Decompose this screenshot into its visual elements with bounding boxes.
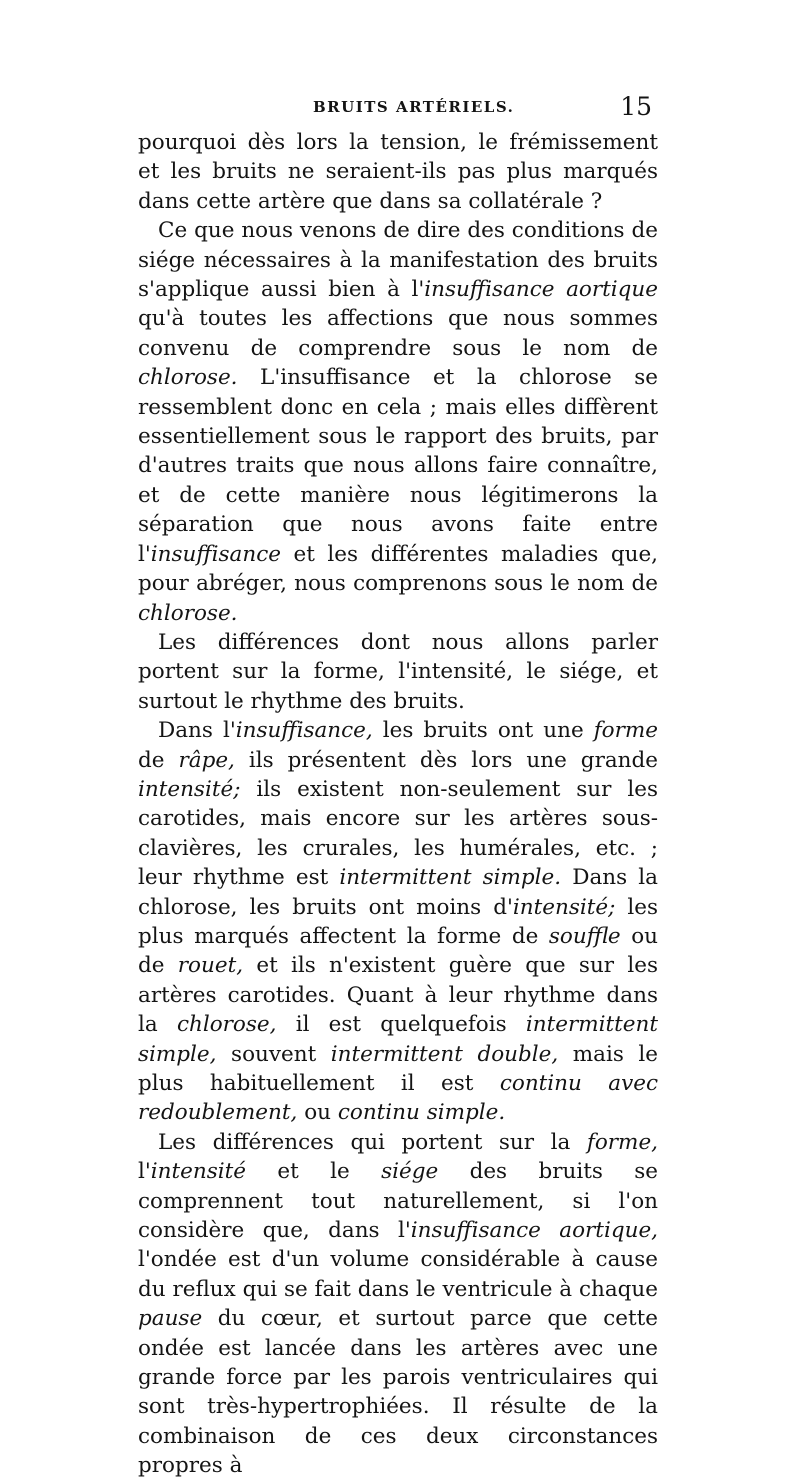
paragraph xyxy=(138,716,658,1128)
text-segment: ils existent non-seulement sur les carotides, mais encore sur les artères sous-clavières, les crurales, les humérales, etc. ; leur rhythme est xyxy=(138,776,658,891)
text-segment: ils présentent dès lors une grande xyxy=(234,747,658,773)
italic-text: chlorose. xyxy=(138,600,238,626)
italic-text: intermittent simple, xyxy=(138,1012,659,1067)
paragraph xyxy=(138,216,658,628)
italic-text: insuffisance aortique, xyxy=(410,1218,658,1244)
text-segment: Les différences qui portent sur la xyxy=(158,1129,587,1155)
italic-text: continu simple. xyxy=(337,1100,506,1126)
italic-text: insuffisance aortique xyxy=(424,277,658,303)
text-segment: et le xyxy=(246,1159,382,1185)
text-segment: L'insuffisance et la chlorose se ressemblent donc en cela ; mais elles diffèrent essentiellement sous le rapport des bruits, par d'autres traits que nous allons faire connaître, et de cette manière nous légitimerons la séparation que nous avons faite entre l' xyxy=(138,365,658,567)
italic-text: insuffisance, xyxy=(235,718,373,744)
text-segment: ou xyxy=(297,1100,338,1126)
text-segment: Dans l' xyxy=(158,718,236,744)
text-segment: du cœur, et surtout parce que cette ondée est lancée dans les artères avec une grande force par les parois ventriculaires qui sont très-hypertrophiées. Il résulte de la combinaison de ces deux circonstances propres à xyxy=(138,1306,658,1479)
italic-text: chlorose. xyxy=(138,365,238,391)
text-segment: Ce que nous venons de dire des conditions de siége nécessaires à la manifestation des bruits s'applique aussi bien à l' xyxy=(138,218,658,303)
italic-text: chlorose, xyxy=(176,1012,277,1038)
body-text xyxy=(138,128,658,1481)
italic-text: siége xyxy=(381,1159,439,1185)
italic-text: intermittent simple. xyxy=(339,865,562,891)
text-segment: Les différences dont nous allons parler portent sur la forme, l'intensité, le siége, et surtout le rhythme des bruits. xyxy=(138,629,658,714)
text-segment: l'ondée est d'un volume considérable à cause du reflux qui se fait dans le ventricule à chaque xyxy=(138,1247,658,1302)
text-segment: l' xyxy=(138,1159,151,1185)
book-page xyxy=(138,92,658,1481)
page-number: 15 xyxy=(620,92,652,121)
text-segment: les plus marqués affectent la forme de xyxy=(138,894,658,949)
italic-text: insuffisance xyxy=(150,541,281,567)
running-head xyxy=(138,92,658,128)
italic-text: intermittent double, xyxy=(330,1041,559,1067)
text-segment: il est quelquefois xyxy=(276,1012,526,1038)
paragraph xyxy=(138,1128,658,1481)
text-segment: les bruits ont une xyxy=(372,718,594,744)
text-segment: Dans la chlorose, les bruits ont moins d' xyxy=(138,865,659,920)
text-segment: et ils n'existent guère que sur les artères carotides. Quant à leur rhythme dans la xyxy=(138,953,658,1038)
italic-text: rouet, xyxy=(177,953,244,979)
paragraph xyxy=(138,128,658,216)
text-segment: des bruits se comprennent tout naturellement, si l'on considère que, dans l' xyxy=(138,1159,659,1244)
italic-text: intensité; xyxy=(138,776,241,802)
running-title: BRUITS ARTÉRIELS. xyxy=(313,98,515,116)
text-segment: mais le plus habituellement il est xyxy=(138,1041,659,1096)
text-segment: souvent xyxy=(216,1041,331,1067)
italic-text: intensité xyxy=(150,1159,247,1185)
italic-text: râpe, xyxy=(178,747,235,773)
text-segment: de xyxy=(138,747,179,773)
italic-text: intensité; xyxy=(512,894,616,920)
text-segment: pourquoi dès lors la tension, le frémissement et les bruits ne seraient-ils pas plus marqués dans cette artère que dans sa collatérale ? xyxy=(138,130,658,214)
italic-text: pause xyxy=(138,1306,203,1332)
paragraph xyxy=(138,628,658,716)
text-segment: qu'à toutes les affections que nous sommes convenu de comprendre sous le nom de xyxy=(138,306,658,361)
italic-text: forme, xyxy=(586,1129,658,1155)
italic-text: continu avec redoublement, xyxy=(138,1071,658,1126)
italic-text: forme xyxy=(593,718,658,744)
text-segment: ou de xyxy=(138,923,658,979)
italic-text: souffle xyxy=(548,923,621,949)
text-segment: et les différentes maladies que, pour abréger, nous comprenons sous le nom de xyxy=(138,541,658,597)
